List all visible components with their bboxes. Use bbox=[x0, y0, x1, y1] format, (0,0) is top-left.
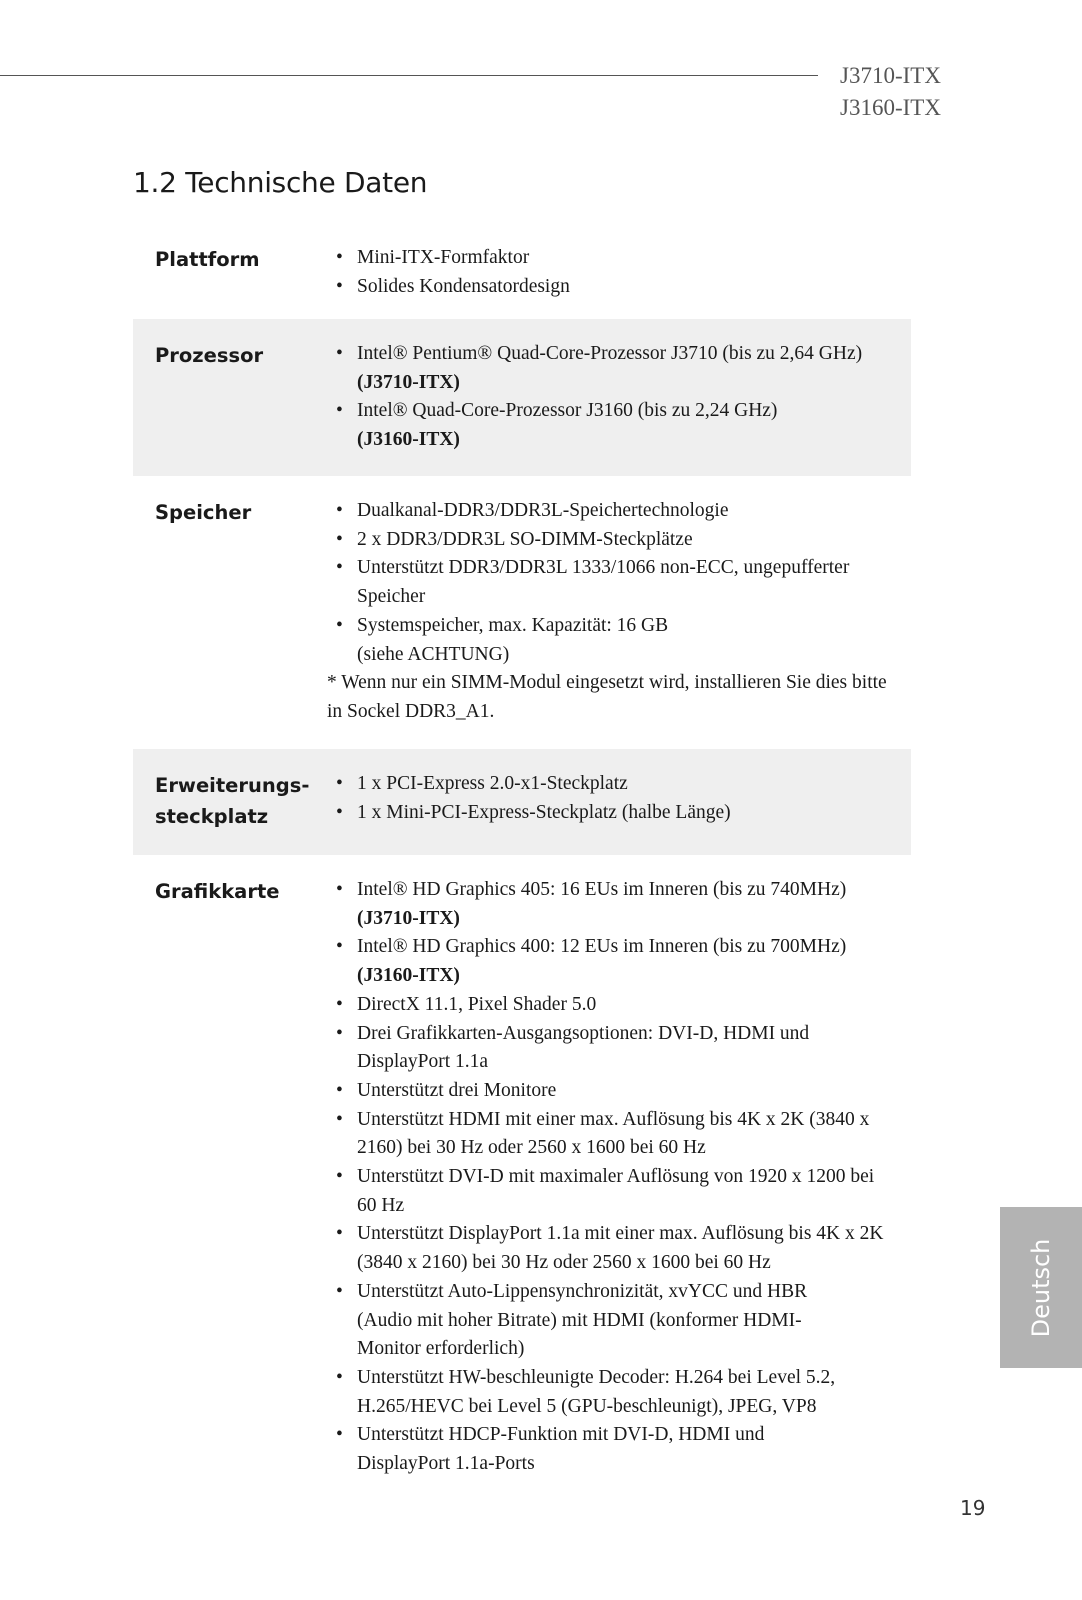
spec-label: Grafikkarte bbox=[155, 880, 280, 903]
item-text: Unterstützt DisplayPort 1.1a mit einer max. Auflösung bis 4K x 2K (3840 x 2160) bei 30 Hz oder 2560 x 1600 bei 60 Hz bbox=[357, 1223, 884, 1274]
item-model-tag: (J3160-ITX) bbox=[357, 965, 460, 987]
spec-content bbox=[327, 770, 891, 835]
list-item bbox=[327, 497, 891, 526]
spec-note: * Wenn nur ein SIMM-Modul eingesetzt wird, installieren Sie dies bitte in Sockel DDR3_A1. bbox=[327, 672, 887, 722]
list-item bbox=[327, 612, 891, 669]
spec-table bbox=[133, 232, 911, 1499]
item-text: Unterstützt drei Monitore bbox=[357, 1079, 557, 1101]
list-item bbox=[327, 876, 891, 933]
item-model-tag: (J3160-ITX) bbox=[357, 429, 460, 451]
item-text: Dualkanal-DDR3/DDR3L-Speichertechnologie bbox=[357, 500, 729, 521]
list-item bbox=[327, 397, 891, 454]
list-item bbox=[327, 770, 891, 799]
list-item bbox=[327, 1220, 891, 1277]
item-text: Unterstützt DDR3/DDR3L 1333/1066 non-ECC, ungepufferter Speicher bbox=[357, 557, 850, 608]
item-model-tag: (J3710-ITX) bbox=[357, 907, 460, 929]
item-text: Mini-ITX-Formfaktor bbox=[357, 247, 530, 268]
list-item bbox=[327, 273, 891, 302]
list-item bbox=[327, 1077, 891, 1106]
spec-list bbox=[327, 497, 891, 669]
list-item bbox=[327, 340, 891, 397]
item-text: Solides Kondensatordesign bbox=[357, 275, 570, 297]
spec-row-plattform bbox=[133, 232, 911, 319]
section-title: 1.2 Technische Daten bbox=[133, 166, 428, 199]
list-item bbox=[327, 799, 891, 828]
list-item bbox=[327, 1163, 891, 1220]
spec-list bbox=[327, 244, 891, 301]
list-item bbox=[327, 526, 891, 555]
list-item bbox=[327, 244, 891, 273]
list-item bbox=[327, 1106, 891, 1163]
item-text: Intel® Quad-Core-Prozessor J3160 (bis zu 2,24 GHz) bbox=[357, 400, 778, 422]
spec-content bbox=[327, 244, 891, 299]
spec-content bbox=[327, 497, 891, 729]
list-item bbox=[327, 1278, 891, 1364]
item-text: Intel® Pentium® Quad-Core-Prozessor J3710 (bis zu 2,64 GHz) bbox=[357, 343, 863, 364]
language-label: Deutsch bbox=[1027, 1238, 1055, 1337]
item-text: Unterstützt HW-beschleunigte Decoder: H.264 bei Level 5.2, H.265/HEVC bei Level 5 (GPU-beschleunigt), JPEG, VP8 bbox=[357, 1366, 836, 1417]
spec-label: Erweiterungs- steckplatz bbox=[155, 774, 310, 828]
item-text: Intel® HD Graphics 405: 16 EUs im Inneren (bis zu 740MHz) bbox=[357, 879, 847, 900]
spec-row-speicher bbox=[133, 476, 911, 749]
header-model-names bbox=[840, 60, 941, 124]
list-item bbox=[327, 933, 891, 990]
page-number: 19 bbox=[960, 1496, 986, 1520]
spec-content bbox=[327, 876, 891, 1479]
spec-row-erweiterungssteckplatz bbox=[133, 749, 911, 855]
list-item bbox=[327, 991, 891, 1020]
spec-list bbox=[327, 340, 891, 455]
item-text: DirectX 11.1, Pixel Shader 5.0 bbox=[357, 993, 597, 1015]
header-model-1: J3710-ITX bbox=[840, 63, 941, 88]
item-text: Systemspeicher, max. Kapazität: 16 GB (siehe ACHTUNG) bbox=[357, 614, 669, 665]
spec-row-prozessor bbox=[133, 319, 911, 476]
spec-label: Prozessor bbox=[155, 344, 264, 367]
spec-label: Plattform bbox=[155, 248, 260, 271]
item-text: Intel® HD Graphics 400: 12 EUs im Inneren (bis zu 700MHz) bbox=[357, 936, 847, 958]
header-model-2: J3160-ITX bbox=[840, 95, 941, 120]
spec-content bbox=[327, 340, 891, 456]
spec-label: Speicher bbox=[155, 501, 252, 524]
spec-list bbox=[327, 876, 891, 1479]
item-text: Unterstützt Auto-Lippensynchronizität, xvYCC und HBR (Audio mit hoher Bitrate) mit HDMI (konformer HDMI-Monitor erforderlich) bbox=[357, 1280, 808, 1360]
list-item bbox=[327, 1020, 891, 1077]
spec-row-grafikkarte bbox=[133, 855, 911, 1499]
header-rule bbox=[0, 75, 818, 76]
spec-list bbox=[327, 770, 891, 827]
item-text: Unterstützt HDCP-Funktion mit DVI-D, HDMI und DisplayPort 1.1a-Ports bbox=[357, 1424, 765, 1475]
item-text: Unterstützt DVI-D mit maximaler Auflösung von 1920 x 1200 bei 60 Hz bbox=[357, 1166, 875, 1216]
language-side-tab bbox=[1000, 1207, 1082, 1368]
list-item bbox=[327, 1421, 891, 1478]
list-item bbox=[327, 1364, 891, 1421]
item-text: 2 x DDR3/DDR3L SO-DIMM-Steckplätze bbox=[357, 528, 693, 550]
item-model-tag: (J3710-ITX) bbox=[357, 371, 460, 393]
item-text: Unterstützt HDMI mit einer max. Auflösung bis 4K x 2K (3840 x 2160) bei 30 Hz oder 2560 x 1600 bei 60 Hz bbox=[357, 1108, 870, 1159]
item-text: 1 x PCI-Express 2.0-x1-Steckplatz bbox=[357, 773, 628, 794]
item-text: 1 x Mini-PCI-Express-Steckplatz (halbe Länge) bbox=[357, 801, 731, 823]
item-text: Drei Grafikkarten-Ausgangsoptionen: DVI-D, HDMI und DisplayPort 1.1a bbox=[357, 1022, 810, 1073]
list-item bbox=[327, 554, 891, 611]
